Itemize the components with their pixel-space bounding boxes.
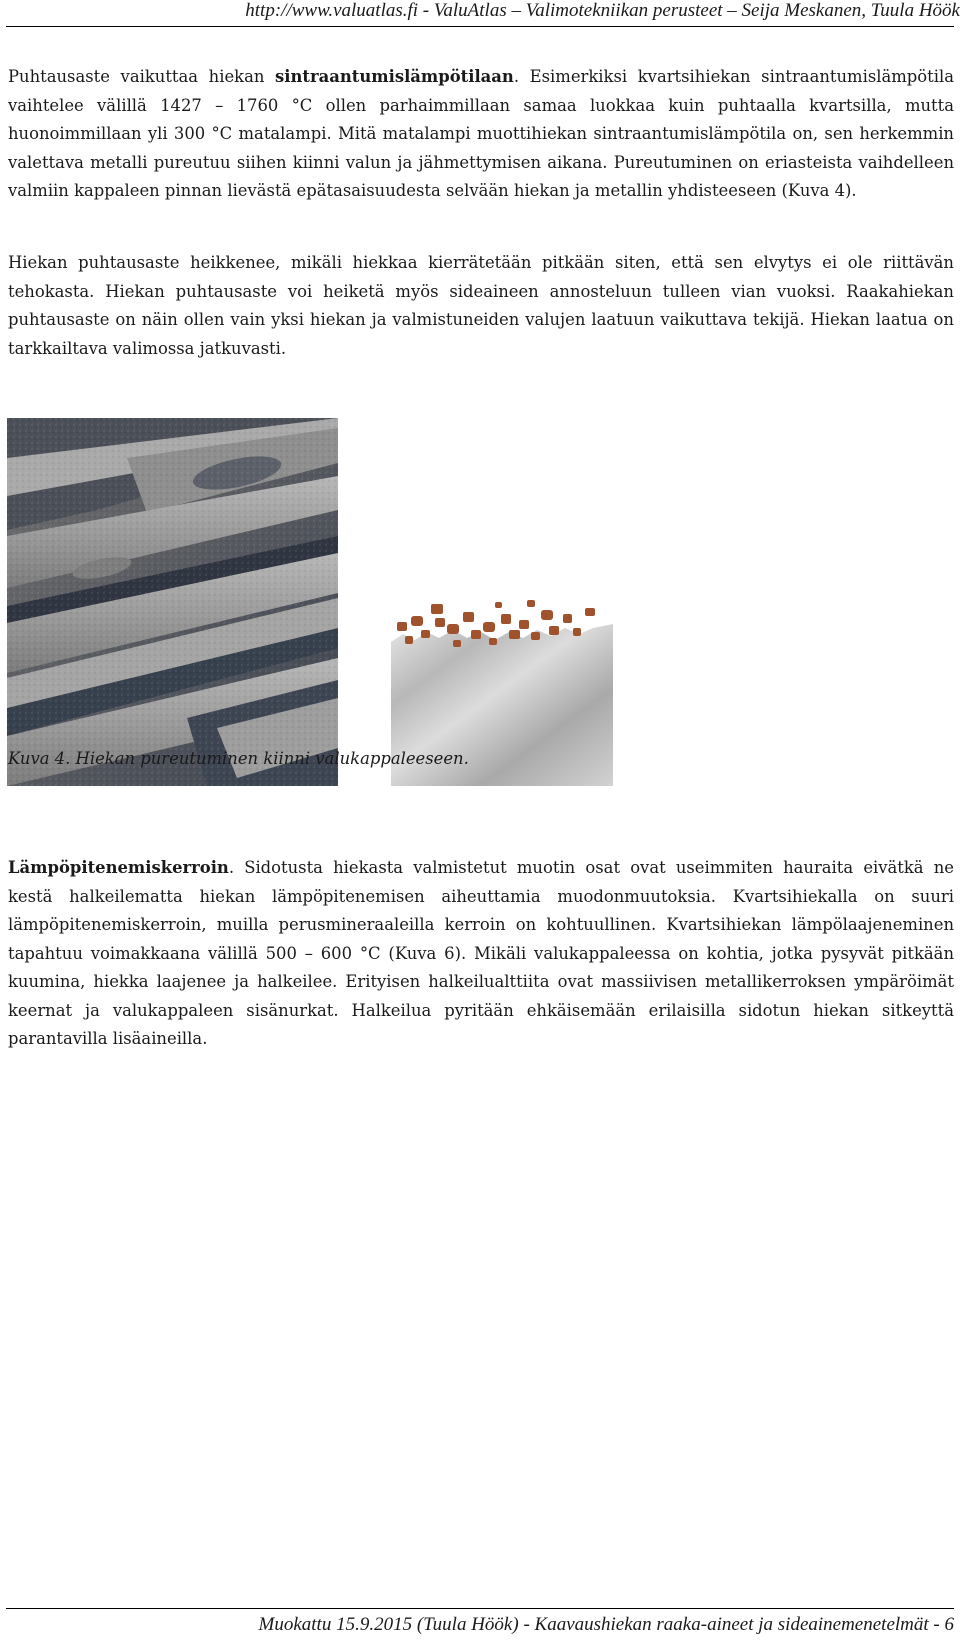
paragraph-lead: Puhtausaste vaikuttaa hiekan (8, 67, 276, 86)
paragraph-thermal-expansion (8, 854, 954, 1054)
paragraph-body: . Esimerkiksi kvartsihiekan sintraantumislämpötila vaihtelee välillä 1427 – 1760 °C ollen parhaimmillaan samaa luokkaa kuin puhtaalla kvartsilla, mutta huonoimmillaan yli 300 °C matalampi. Mitä matalampi muottihiekan sintraantumislämpötila on, sen herkemmin valettava metalli pureutuu siihen kiinni valun ja jähmettymisen aikana. Pureutuminen on eriasteista vaihdelleen valmiin kappaleen pinnan lievästä epätasaisuudesta selvään hiekan ja metallin yhdisteeseen (Kuva 4). (8, 67, 954, 200)
running-header-text: http://www.valuatlas.fi - ValuAtlas – Valimotekniikan perusteet – Seija Meskanen, Tuula Höök (245, 0, 960, 21)
header-rule (6, 26, 954, 27)
paragraph-purity: Hiekan puhtausaste heikkenee, mikäli hiekkaa kierrätetään pitkään siten, että sen elvytys ei ole riittävän tehokasta. Hiekan puhtausaste voi heiketä myös sideaineen annosteluun tulleen vian vuoksi. Raakahiekan puhtausaste on näin ollen vain yksi hiekan ja valmistuneiden valujen laatuun vaikuttava tekijä. Hiekan laatua on tarkkailtava valimossa jatkuvasti. (8, 253, 954, 358)
running-header (0, 0, 960, 24)
sand-penetration-photo (7, 418, 338, 786)
paragraph-sintering (8, 63, 954, 206)
term-thermal-expansion: Lämpöpitenemiskerroin (8, 858, 229, 877)
footer-rule (6, 1608, 954, 1609)
running-footer: Muokattu 15.9.2015 (Tuula Höök) - Kaavaushiekan raaka-aineet ja sideainemenetelmät - 6 (258, 1614, 954, 1635)
term-sintering-temperature: sintraantumislämpötilaan (275, 67, 514, 86)
paragraph-body: . Sidotusta hiekasta valmistetut muotin osat ovat useimmiten hauraita eivätkä ne kestä halkeilematta hiekan lämpöpitenemisen aiheuttamia muodonmuutoksia. Kvartsihiekalla on suuri lämpöpitenemiskerroin, muilla perusmineraaleilla kerroin on kohtuullinen. Kvartsihiekan lämpölaajeneminen tapahtuu voimakkaana välillä 500 – 600 °C (Kuva 6). Mikäli valukappaleessa on kohtia, jotka pysyvät pitkään kuumina, hiekka laajenee ja halkeilee. Erityisen halkeilualttiita ovat massiivisen metallikerroksen ympäröimät keernat ja valukappaleen sisänurkat. Halkeilua pyritään ehkäisemään erilaisilla sidotun hiekan sitkeyttä parantavilla lisäaineilla. (8, 858, 954, 1048)
figure-caption: Kuva 4. Hiekan pureutuminen kiinni valukappaleeseen. (8, 749, 469, 768)
